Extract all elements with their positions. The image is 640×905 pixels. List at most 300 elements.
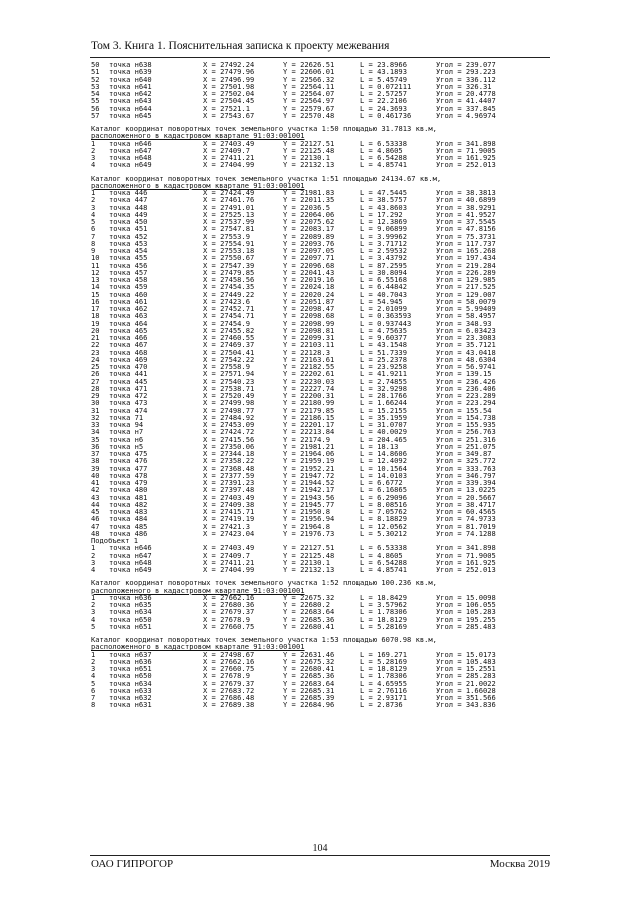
x-coordinate: X = 27547.39	[203, 260, 255, 270]
x-coordinate: X = 27415.71	[203, 507, 255, 516]
direction-angle: Угол = 20.5667	[436, 492, 496, 502]
y-coordinate: Y = 22127.51	[283, 138, 335, 148]
point-name: точка н644	[109, 103, 152, 113]
direction-angle: Угол = 325.772	[436, 456, 496, 466]
y-coordinate: Y = 22011.35	[283, 195, 335, 205]
segment-length: L = 10.1564	[360, 463, 407, 473]
segment-length: L = 9.60377	[360, 333, 407, 342]
direction-angle: Угол = 236.406	[436, 383, 496, 393]
direction-angle: Угол = 293.223	[436, 67, 496, 77]
x-coordinate: X = 27679.37	[203, 607, 255, 617]
x-coordinate: X = 27458.56	[203, 275, 255, 284]
x-coordinate: X = 27554.91	[203, 238, 255, 248]
point-name: точка 466	[109, 333, 148, 342]
x-coordinate: X = 27411.21	[203, 153, 255, 162]
y-coordinate: Y = 22680.41	[283, 621, 335, 631]
y-coordinate: Y = 22103.11	[283, 340, 335, 350]
y-coordinate: Y = 22564.97	[283, 96, 335, 106]
x-coordinate: X = 27680.36	[203, 600, 255, 609]
point-index: 2	[91, 656, 96, 666]
segment-length: L = 12.0562	[360, 521, 407, 531]
segment-length: L = 47.5445	[360, 188, 407, 197]
segment-length: L = 6.6772	[360, 478, 403, 487]
x-coordinate: X = 27543.67	[203, 110, 255, 120]
direction-angle: Угол = 155.935	[436, 420, 496, 429]
direction-angle: Угол = 74.1288	[436, 528, 496, 538]
direction-angle: Угол = 41.4407	[436, 96, 496, 106]
point-name: точка н634	[109, 607, 152, 617]
y-coordinate: Y = 21943.56	[283, 492, 335, 502]
header-divider	[90, 57, 550, 58]
x-coordinate: X = 27452.71	[203, 304, 255, 313]
direction-angle: Угол = 219.284	[436, 260, 496, 270]
x-coordinate: X = 27553.9	[203, 231, 250, 241]
segment-length: L = 2.57257	[360, 89, 407, 98]
direction-angle: Угол = 251.316	[436, 434, 496, 444]
x-coordinate: X = 27479.96	[203, 67, 255, 77]
segment-length: L = 8.08516	[360, 499, 407, 509]
y-coordinate: Y = 22163.61	[283, 354, 335, 364]
point-index: 3	[91, 664, 96, 673]
point-index: 13	[91, 275, 100, 284]
point-index: 19	[91, 318, 100, 328]
segment-length: L = 41.9211	[360, 369, 407, 379]
y-coordinate: Y = 21956.94	[283, 514, 335, 524]
y-coordinate: Y = 22097.71	[283, 253, 335, 263]
y-coordinate: Y = 22130.1	[283, 153, 330, 162]
direction-angle: Угол = 251.075	[436, 441, 496, 451]
y-coordinate: Y = 22631.46	[283, 649, 335, 659]
point-name: точка 468	[109, 347, 148, 357]
point-name: точка 475	[109, 449, 148, 458]
point-index: 1	[91, 592, 96, 602]
segment-length: L = 14.0103	[360, 470, 407, 480]
direction-angle: Угол = 6.03423	[436, 325, 496, 335]
point-name: точка 481	[109, 492, 148, 502]
direction-angle: Угол = 349.87	[436, 449, 492, 458]
point-index: 45	[91, 507, 100, 516]
segment-length: L = 6.55168	[360, 275, 407, 284]
segment-length: L = 3.71712	[360, 238, 407, 248]
segment-length: L = 87.2595	[360, 260, 407, 270]
segment-length: L = 5.45749	[360, 74, 407, 84]
x-coordinate: X = 27662.16	[203, 656, 255, 666]
point-index: 46	[91, 514, 100, 524]
segment-length: L = 6.53338	[360, 138, 407, 148]
y-coordinate: Y = 22125.48	[283, 550, 335, 560]
x-coordinate: X = 27409.38	[203, 499, 255, 509]
x-coordinate: X = 27686.48	[203, 693, 255, 702]
segment-length: L = 32.9298	[360, 383, 407, 393]
segment-length: L = 0.461736	[360, 110, 412, 120]
y-coordinate: Y = 22626.51	[283, 60, 335, 69]
point-index: 4	[91, 614, 96, 624]
point-index: 2	[91, 550, 96, 560]
page-number: 104	[312, 843, 328, 854]
x-coordinate: X = 27460.55	[203, 333, 255, 342]
point-index: 36	[91, 441, 100, 451]
direction-angle: Угол = 105.483	[436, 656, 496, 666]
y-coordinate: Y = 21959.19	[283, 456, 335, 466]
y-coordinate: Y = 22566.32	[283, 74, 335, 84]
y-coordinate: Y = 21952.21	[283, 463, 335, 473]
direction-angle: Угол = 195.255	[436, 614, 496, 624]
y-coordinate: Y = 22036.5	[283, 202, 330, 212]
point-name: точка 476	[109, 456, 148, 466]
point-index: 32	[91, 412, 100, 422]
y-coordinate: Y = 22099.31	[283, 333, 335, 342]
segment-length: L = 6.54288	[360, 153, 407, 162]
direction-angle: Угол = 38.9291	[436, 202, 496, 212]
x-coordinate: X = 27525.13	[203, 209, 255, 219]
y-coordinate: Y = 22201.17	[283, 420, 335, 429]
segment-length: L = 35.1959	[360, 412, 407, 422]
segment-length: L = 6.29096	[360, 492, 407, 502]
y-coordinate: Y = 21976.73	[283, 528, 335, 538]
direction-angle: Угол = 348.93	[436, 318, 492, 328]
x-coordinate: X = 27411.21	[203, 557, 255, 567]
segment-length: L = 43.1548	[360, 340, 407, 350]
point-index: 29	[91, 391, 100, 400]
direction-angle: Угол = 71.9005	[436, 550, 496, 560]
segment-length: L = 17.292	[360, 209, 403, 219]
direction-angle: Угол = 236.426	[436, 376, 496, 386]
y-coordinate: Y = 21981.21	[283, 441, 335, 451]
direction-angle: Угол = 37.5545	[436, 217, 496, 226]
point-index: 3	[91, 202, 96, 212]
point-index: 9	[91, 246, 96, 255]
x-coordinate: X = 27492.24	[203, 60, 255, 69]
y-coordinate: Y = 22179.85	[283, 405, 335, 415]
point-index: 2	[91, 600, 96, 609]
y-coordinate: Y = 21945.77	[283, 499, 335, 509]
point-name: точка 464	[109, 318, 148, 328]
point-name: точка н637	[109, 649, 152, 659]
point-name: точка н635	[109, 600, 152, 609]
point-index: 4	[91, 160, 96, 170]
point-name: точка н631	[109, 700, 152, 710]
point-index: 2	[91, 145, 96, 155]
point-name: точка 484	[109, 514, 148, 524]
point-name: точка 465	[109, 325, 148, 335]
segment-length: L = 4.8605	[360, 145, 403, 155]
point-index: 31	[91, 405, 100, 415]
point-name: точка н7	[109, 427, 144, 437]
point-name: точка н648	[109, 557, 152, 567]
y-coordinate: Y = 22685.36	[283, 614, 335, 624]
y-coordinate: Y = 22227.74	[283, 383, 335, 393]
direction-angle: Угол = 333.763	[436, 463, 496, 473]
y-coordinate: Y = 22675.32	[283, 592, 335, 602]
point-index: 4	[91, 209, 96, 219]
x-coordinate: X = 27499.98	[203, 398, 255, 408]
direction-angle: Угол = 339.394	[436, 478, 496, 487]
segment-length: L = 12.4092	[360, 456, 407, 466]
direction-angle: Угол = 154.738	[436, 412, 496, 422]
x-coordinate: X = 27403.49	[203, 543, 255, 553]
point-index: 7	[91, 231, 96, 241]
y-coordinate: Y = 22680.41	[283, 664, 335, 673]
point-index: 1	[91, 188, 96, 197]
point-index: 48	[91, 528, 100, 538]
point-name: точка 474	[109, 405, 148, 415]
point-index: 27	[91, 376, 100, 386]
x-coordinate: X = 27391.23	[203, 478, 255, 487]
point-name: точка 463	[109, 311, 148, 321]
direction-angle: Угол = 81.7019	[436, 521, 496, 531]
direction-angle: Угол = 197.434	[436, 253, 496, 263]
point-index: 10	[91, 253, 100, 263]
y-coordinate: Y = 22684.96	[283, 700, 335, 710]
y-coordinate: Y = 22186.15	[283, 412, 335, 422]
x-coordinate: X = 27679.37	[203, 678, 255, 688]
point-index: 47	[91, 521, 100, 531]
point-name: точка 459	[109, 282, 148, 292]
y-coordinate: Y = 22064.06	[283, 209, 335, 219]
y-coordinate: Y = 22098.47	[283, 304, 335, 313]
segment-length: L = 23.9258	[360, 362, 407, 371]
y-coordinate: Y = 22230.03	[283, 376, 335, 386]
x-coordinate: X = 27344.18	[203, 449, 255, 458]
segment-length: L = 28.1766	[360, 391, 407, 400]
point-name: точка 469	[109, 354, 148, 364]
point-index: 8	[91, 238, 96, 248]
x-coordinate: X = 27683.72	[203, 685, 255, 695]
point-index: 51	[91, 67, 100, 77]
point-index: 1	[91, 138, 96, 148]
section-title: Каталог координат поворотных точек земельного участка 1:50 площадью 31.7813 кв.м,	[91, 124, 437, 133]
direction-angle: Угол = 129.985	[436, 275, 496, 284]
x-coordinate: X = 27358.22	[203, 456, 255, 466]
direction-angle: Угол = 105.283	[436, 607, 496, 617]
x-coordinate: X = 27423.04	[203, 528, 255, 538]
y-coordinate: Y = 22051.87	[283, 296, 335, 306]
segment-length: L = 40.0029	[360, 427, 407, 437]
x-coordinate: X = 27454.9	[203, 318, 250, 328]
point-name: точка 458	[109, 275, 148, 284]
section-title: расположенного в кадастровом квартале 91:03:001001	[91, 642, 305, 652]
direction-angle: Угол = 252.013	[436, 160, 496, 170]
point-name: точка н650	[109, 614, 152, 624]
direction-angle: Угол = 226.289	[436, 267, 496, 277]
x-coordinate: X = 27502.04	[203, 89, 255, 98]
x-coordinate: X = 27538.71	[203, 383, 255, 393]
segment-length: L = 43.8603	[360, 202, 407, 212]
x-coordinate: X = 27461.76	[203, 195, 255, 205]
x-coordinate: X = 27350.06	[203, 441, 255, 451]
x-coordinate: X = 27409.7	[203, 145, 250, 155]
point-name: точка 451	[109, 224, 148, 234]
table-row	[91, 701, 561, 708]
point-index: 17	[91, 304, 100, 313]
direction-angle: Угол = 41.9527	[436, 209, 496, 219]
segment-length: L = 24.3693	[360, 103, 407, 113]
direction-angle: Угол = 40.6899	[436, 195, 496, 205]
point-name: точка 482	[109, 499, 148, 509]
segment-length: L = 2.74855	[360, 376, 407, 386]
point-index: 37	[91, 449, 100, 458]
point-index: 42	[91, 485, 100, 495]
point-index: 44	[91, 499, 100, 509]
table-row	[91, 623, 561, 630]
direction-angle: Угол = 351.566	[436, 693, 496, 702]
segment-length: L = 40.7043	[360, 289, 407, 299]
point-name: точка 462	[109, 304, 148, 313]
segment-length: L = 30.8094	[360, 267, 407, 277]
direction-angle: Угол = 48.6304	[436, 354, 496, 364]
point-index: 25	[91, 362, 100, 371]
y-coordinate: Y = 22570.48	[283, 110, 335, 120]
point-name: точка 485	[109, 521, 148, 531]
point-name: точка н632	[109, 693, 152, 702]
point-index: 26	[91, 369, 100, 379]
y-coordinate: Y = 22564.11	[283, 81, 335, 91]
direction-angle: Угол = 326.31	[436, 81, 492, 91]
y-coordinate: Y = 21981.83	[283, 188, 335, 197]
point-name: точка н640	[109, 74, 152, 84]
x-coordinate: X = 27423.6	[203, 296, 250, 306]
direction-angle: Угол = 71.9005	[436, 145, 496, 155]
segment-length: L = 18.8129	[360, 614, 407, 624]
segment-length: L = 2.8736	[360, 700, 403, 710]
point-index: 5	[91, 217, 96, 226]
point-index: 15	[91, 289, 100, 299]
y-coordinate: Y = 22132.13	[283, 565, 335, 574]
point-name: точка н641	[109, 81, 152, 91]
x-coordinate: X = 27496.99	[203, 74, 255, 84]
y-coordinate: Y = 21942.17	[283, 485, 335, 495]
point-index: 56	[91, 103, 100, 113]
point-name: точка н639	[109, 67, 152, 77]
x-coordinate: X = 27368.48	[203, 463, 255, 473]
direction-angle: Угол = 337.845	[436, 103, 496, 113]
point-name: точка н643	[109, 96, 152, 106]
point-name: точка н646	[109, 543, 152, 553]
x-coordinate: X = 27455.82	[203, 325, 255, 335]
point-index: 35	[91, 434, 100, 444]
point-index: 18	[91, 311, 100, 321]
point-index: 3	[91, 153, 96, 162]
y-coordinate: Y = 22127.51	[283, 543, 335, 553]
y-coordinate: Y = 22093.76	[283, 238, 335, 248]
y-coordinate: Y = 22680.2	[283, 600, 330, 609]
point-name: точка н633	[109, 685, 152, 695]
direction-angle: Угол = 165.268	[436, 246, 496, 255]
direction-angle: Угол = 341.898	[436, 543, 496, 553]
direction-angle: Угол = 341.898	[436, 138, 496, 148]
point-name: точка 71	[109, 412, 144, 422]
segment-length: L = 6.16865	[360, 485, 407, 495]
point-name: точка н646	[109, 138, 152, 148]
point-name: точка 461	[109, 296, 148, 306]
point-index: 3	[91, 607, 96, 617]
x-coordinate: X = 27662.16	[203, 592, 255, 602]
x-coordinate: X = 27501.98	[203, 81, 255, 91]
direction-angle: Угол = 15.0173	[436, 649, 496, 659]
point-name: точка н638	[109, 60, 152, 69]
point-index: 3	[91, 557, 96, 567]
y-coordinate: Y = 21947.72	[283, 470, 335, 480]
direction-angle: Угол = 155.54	[436, 405, 492, 415]
segment-length: L = 5.30212	[360, 528, 407, 538]
point-name: точка 460	[109, 289, 148, 299]
segment-length: L = 51.7339	[360, 347, 407, 357]
point-name: точка н6	[109, 434, 144, 444]
segment-length: L = 2.01099	[360, 304, 407, 313]
y-coordinate: Y = 22202.61	[283, 369, 335, 379]
x-coordinate: X = 27454.71	[203, 311, 255, 321]
footer-organization: ОАО ГИПРОГОР	[91, 858, 174, 870]
x-coordinate: X = 27537.99	[203, 217, 255, 226]
segment-length: L = 8.18829	[360, 514, 407, 524]
direction-angle: Угол = 35.7121	[436, 340, 496, 350]
direction-angle: Угол = 139.15	[436, 369, 492, 379]
segment-length: L = 2.76116	[360, 685, 407, 695]
x-coordinate: X = 27550.67	[203, 253, 255, 263]
y-coordinate: Y = 22020.24	[283, 289, 335, 299]
segment-length: L = 38.5757	[360, 195, 407, 205]
y-coordinate: Y = 22130.1	[283, 557, 330, 567]
segment-length: L = 4.85741	[360, 160, 407, 170]
point-name: точка н636	[109, 592, 152, 602]
coordinate-catalog	[91, 61, 561, 709]
point-index: 2	[91, 195, 96, 205]
direction-angle: Угол = 106.055	[436, 600, 496, 609]
point-name: точка 441	[109, 369, 148, 379]
x-coordinate: X = 27678.9	[203, 614, 250, 624]
direction-angle: Угол = 129.007	[436, 289, 496, 299]
point-index: 6	[91, 224, 96, 234]
point-index: 1	[91, 543, 96, 553]
direction-angle: Угол = 346.797	[436, 470, 496, 480]
segment-length: L = 2.93171	[360, 693, 407, 702]
x-coordinate: X = 27403.49	[203, 138, 255, 148]
y-coordinate: Y = 22685.39	[283, 693, 335, 702]
point-index: 4	[91, 565, 96, 574]
point-index: 8	[91, 700, 96, 710]
direction-angle: Угол = 74.9733	[436, 514, 496, 524]
segment-length: L = 2.59532	[360, 246, 407, 255]
x-coordinate: X = 27397.48	[203, 485, 255, 495]
point-name: точка 453	[109, 238, 148, 248]
direction-angle: Угол = 5.99409	[436, 304, 496, 313]
x-coordinate: X = 27660.75	[203, 664, 255, 673]
y-coordinate: Y = 22606.01	[283, 67, 335, 77]
segment-length: L = 1.66244	[360, 398, 407, 408]
direction-angle: Угол = 58.4957	[436, 311, 496, 321]
point-index: 53	[91, 81, 100, 91]
x-coordinate: X = 27504.45	[203, 96, 255, 106]
y-coordinate: Y = 22041.43	[283, 267, 335, 277]
y-coordinate: Y = 22564.07	[283, 89, 335, 98]
point-name: точка 472	[109, 391, 148, 400]
point-name: точка н647	[109, 550, 152, 560]
point-index: 39	[91, 463, 100, 473]
point-name: точка 486	[109, 528, 148, 538]
segment-length: L = 169.271	[360, 649, 407, 659]
y-coordinate: Y = 22579.67	[283, 103, 335, 113]
x-coordinate: X = 27424.72	[203, 427, 255, 437]
point-name: точка 480	[109, 485, 148, 495]
segment-length: L = 3.99962	[360, 231, 407, 241]
y-coordinate: Y = 22098.81	[283, 325, 335, 335]
segment-length: L = 5.28169	[360, 621, 407, 631]
direction-angle: Угол = 239.077	[436, 60, 496, 69]
point-name: точка 478	[109, 470, 148, 480]
subobject-label: Подобъект 1	[91, 536, 138, 545]
point-index: 4	[91, 671, 96, 681]
section-title: Каталог координат поворотных точек земельного участка 1:51 площадью 24134.67 кв.м,	[91, 173, 442, 183]
